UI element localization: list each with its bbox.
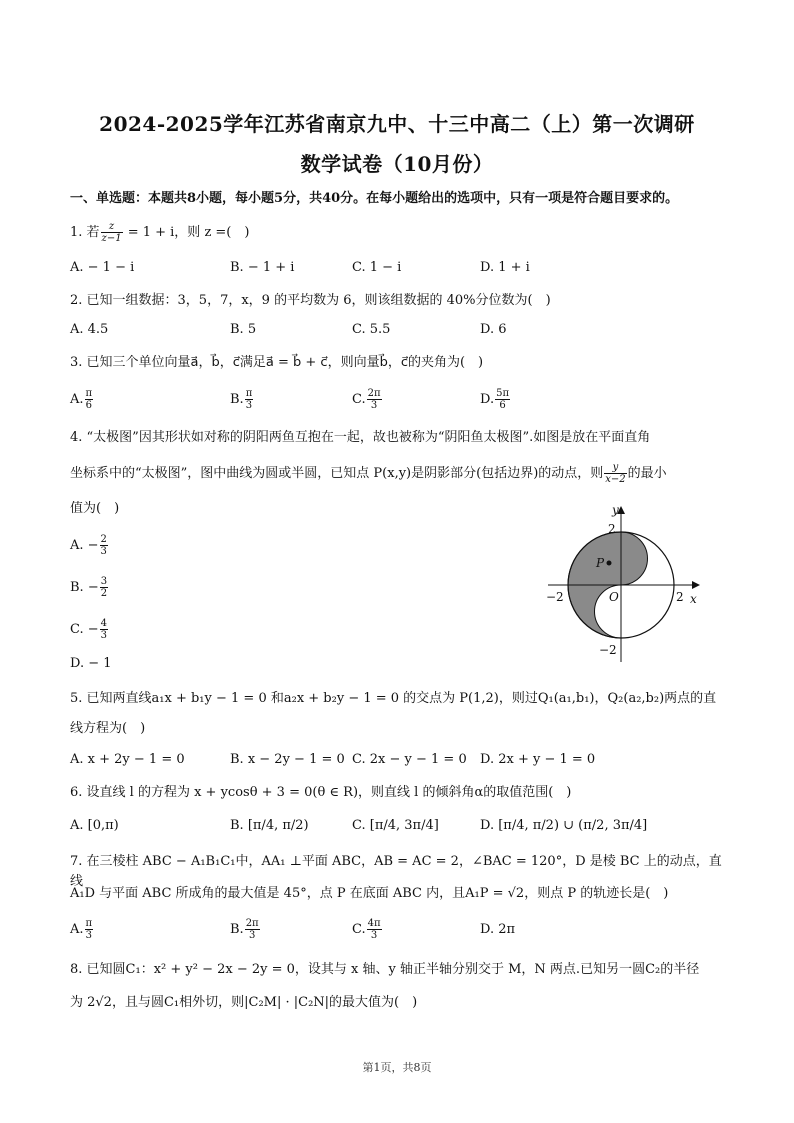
question-5-options (70, 752, 730, 772)
option-b: B. 5 (230, 322, 257, 337)
question-4-line-3: 值为( ) (70, 501, 120, 516)
option-b: B. $\frac{\pi}{3}$ (230, 388, 253, 411)
option-b: B. x − 2y − 1 = 0 (230, 752, 345, 767)
option-c: C. 1 − i (352, 260, 402, 275)
option-b: B. $\frac{2\pi}{3}$ (230, 918, 259, 941)
option-a: A. − $\frac{2}{3}$ (70, 534, 107, 557)
tick-left: −2 (546, 590, 564, 604)
question-3-options (70, 388, 730, 416)
option-d: D. − 1 (70, 656, 112, 671)
option-d: D. $\frac{5\pi}{6}$ (480, 388, 510, 411)
taiji-figure (536, 500, 706, 670)
question-6-options (70, 818, 730, 838)
option-c: C. $\frac{2\pi}{3}$ (352, 388, 381, 411)
question-7-line-2: A₁D 与平面 ABC 所成角的最大值是 45°，点 P 在底面 ABC 内，且A₁P = √2，则点 P 的轨迹长是( ) (70, 886, 669, 901)
option-d: D. [π/4, π/2) ∪ (π/2, 3π/4] (480, 818, 648, 833)
fraction: $\frac{z}{z-1}$ (101, 221, 122, 244)
question-7-line-1: 7. 在三棱柱 ABC − A₁B₁C₁中，AA₁ ⊥平面 ABC，AB = AC = 2，∠BAC = 120°，D 是棱 BC 上的动点，直线 (70, 854, 722, 889)
option-c: C. − $\frac{4}{3}$ (70, 618, 108, 641)
option-a: A. $\frac{\pi}{6}$ (70, 388, 93, 411)
question-4-line-2: 坐标系中的“太极图”，图中曲线为圆或半圆，已知点 P(x,y)是阴影部分(包括边界)的动点，则 $\frac{y}{x-2}$ 的最小 (70, 462, 667, 485)
question-2-options (70, 322, 730, 342)
option-d: D. 2x + y − 1 = 0 (480, 752, 596, 767)
point-p (607, 561, 612, 566)
tick-top: 2 (608, 522, 616, 536)
option-a: A. x + 2y − 1 = 0 (70, 752, 185, 767)
x-axis-label: x (690, 592, 697, 606)
option-a: A. $\frac{\pi}{3}$ (70, 918, 93, 941)
question-8-line-2: 为 2√2，且与圆C₁相外切，则|C₂M| · |C₂N|的最大值为( ) (70, 995, 418, 1010)
option-b: B. − $\frac{3}{2}$ (70, 576, 108, 599)
option-c: C. 5.5 (352, 322, 391, 337)
option-a: A. 4.5 (70, 322, 109, 337)
option-b: B. − 1 + i (230, 260, 295, 275)
question-8-line-1: 8. 已知圆C₁：x² + y² − 2x − 2y = 0，设其与 x 轴、y 轴正半轴分别交于 M，N 两点.已知另一圆C₂的半径 (70, 962, 700, 977)
option-d: D. 6 (480, 322, 507, 337)
question-2-stem: 2. 已知一组数据：3，5，7，x，9 的平均数为 6，则该组数据的 40%分位数为( ) (70, 293, 551, 308)
option-c: C. 2x − y − 1 = 0 (352, 752, 467, 767)
point-label: P (596, 556, 605, 570)
tick-right: 2 (676, 590, 684, 604)
question-1-stem: 1. 若 $\frac{z}{z-1}$ = 1 + i，则 z =( ) (70, 221, 250, 244)
tick-bottom: −2 (599, 643, 617, 657)
paper-title: 2024-2025学年江苏省南京九中、十三中高二（上）第一次调研 (99, 112, 695, 136)
page-footer: 第1页，共8页 (362, 1061, 432, 1074)
option-c: C. [π/4, 3π/4] (352, 818, 439, 833)
paper-subtitle: 数学试卷（10月份） (300, 152, 494, 176)
option-d: D. 2π (480, 922, 516, 937)
option-d: D. 1 + i (480, 260, 530, 275)
question-1-options (70, 260, 730, 280)
option-c: C. $\frac{4\pi}{3}$ (352, 918, 381, 941)
question-3-stem: 3. 已知三个单位向量a⃗，b⃗，c⃗满足a⃗ = b⃗ + c⃗，则向量b⃗，c⃗的夹角为( ) (70, 355, 484, 370)
question-7-options (70, 918, 730, 946)
option-a: A. [0,π) (70, 818, 119, 833)
origin-label: O (609, 590, 619, 604)
question-5-line-1: 5. 已知两直线a₁x + b₁y − 1 = 0 和a₂x + b₂y − 1 = 0 的交点为 P(1,2)，则过Q₁(a₁,b₁)，Q₂(a₂,b₂)两点的直 (70, 691, 717, 706)
section-heading: 一、单选题：本题共8小题，每小题5分，共40分。在每小题给出的选项中，只有一项是符合题目要求的。 (70, 191, 679, 206)
option-b: B. [π/4, π/2) (230, 818, 309, 833)
question-4-line-1: 4. “太极图”因其形状如对称的阴阳两鱼互抱在一起，故也被称为“阴阳鱼太极图”.如图是放在平面直角 (70, 430, 651, 445)
question-5-line-2: 线方程为( ) (70, 721, 146, 736)
option-a: A. − 1 − i (70, 260, 135, 275)
y-axis-label: y (612, 503, 619, 517)
question-6-stem: 6. 设直线 l 的方程为 x + ycosθ + 3 = 0(θ ∈ R)，则直线 l 的倾斜角α的取值范围( ) (70, 785, 572, 800)
